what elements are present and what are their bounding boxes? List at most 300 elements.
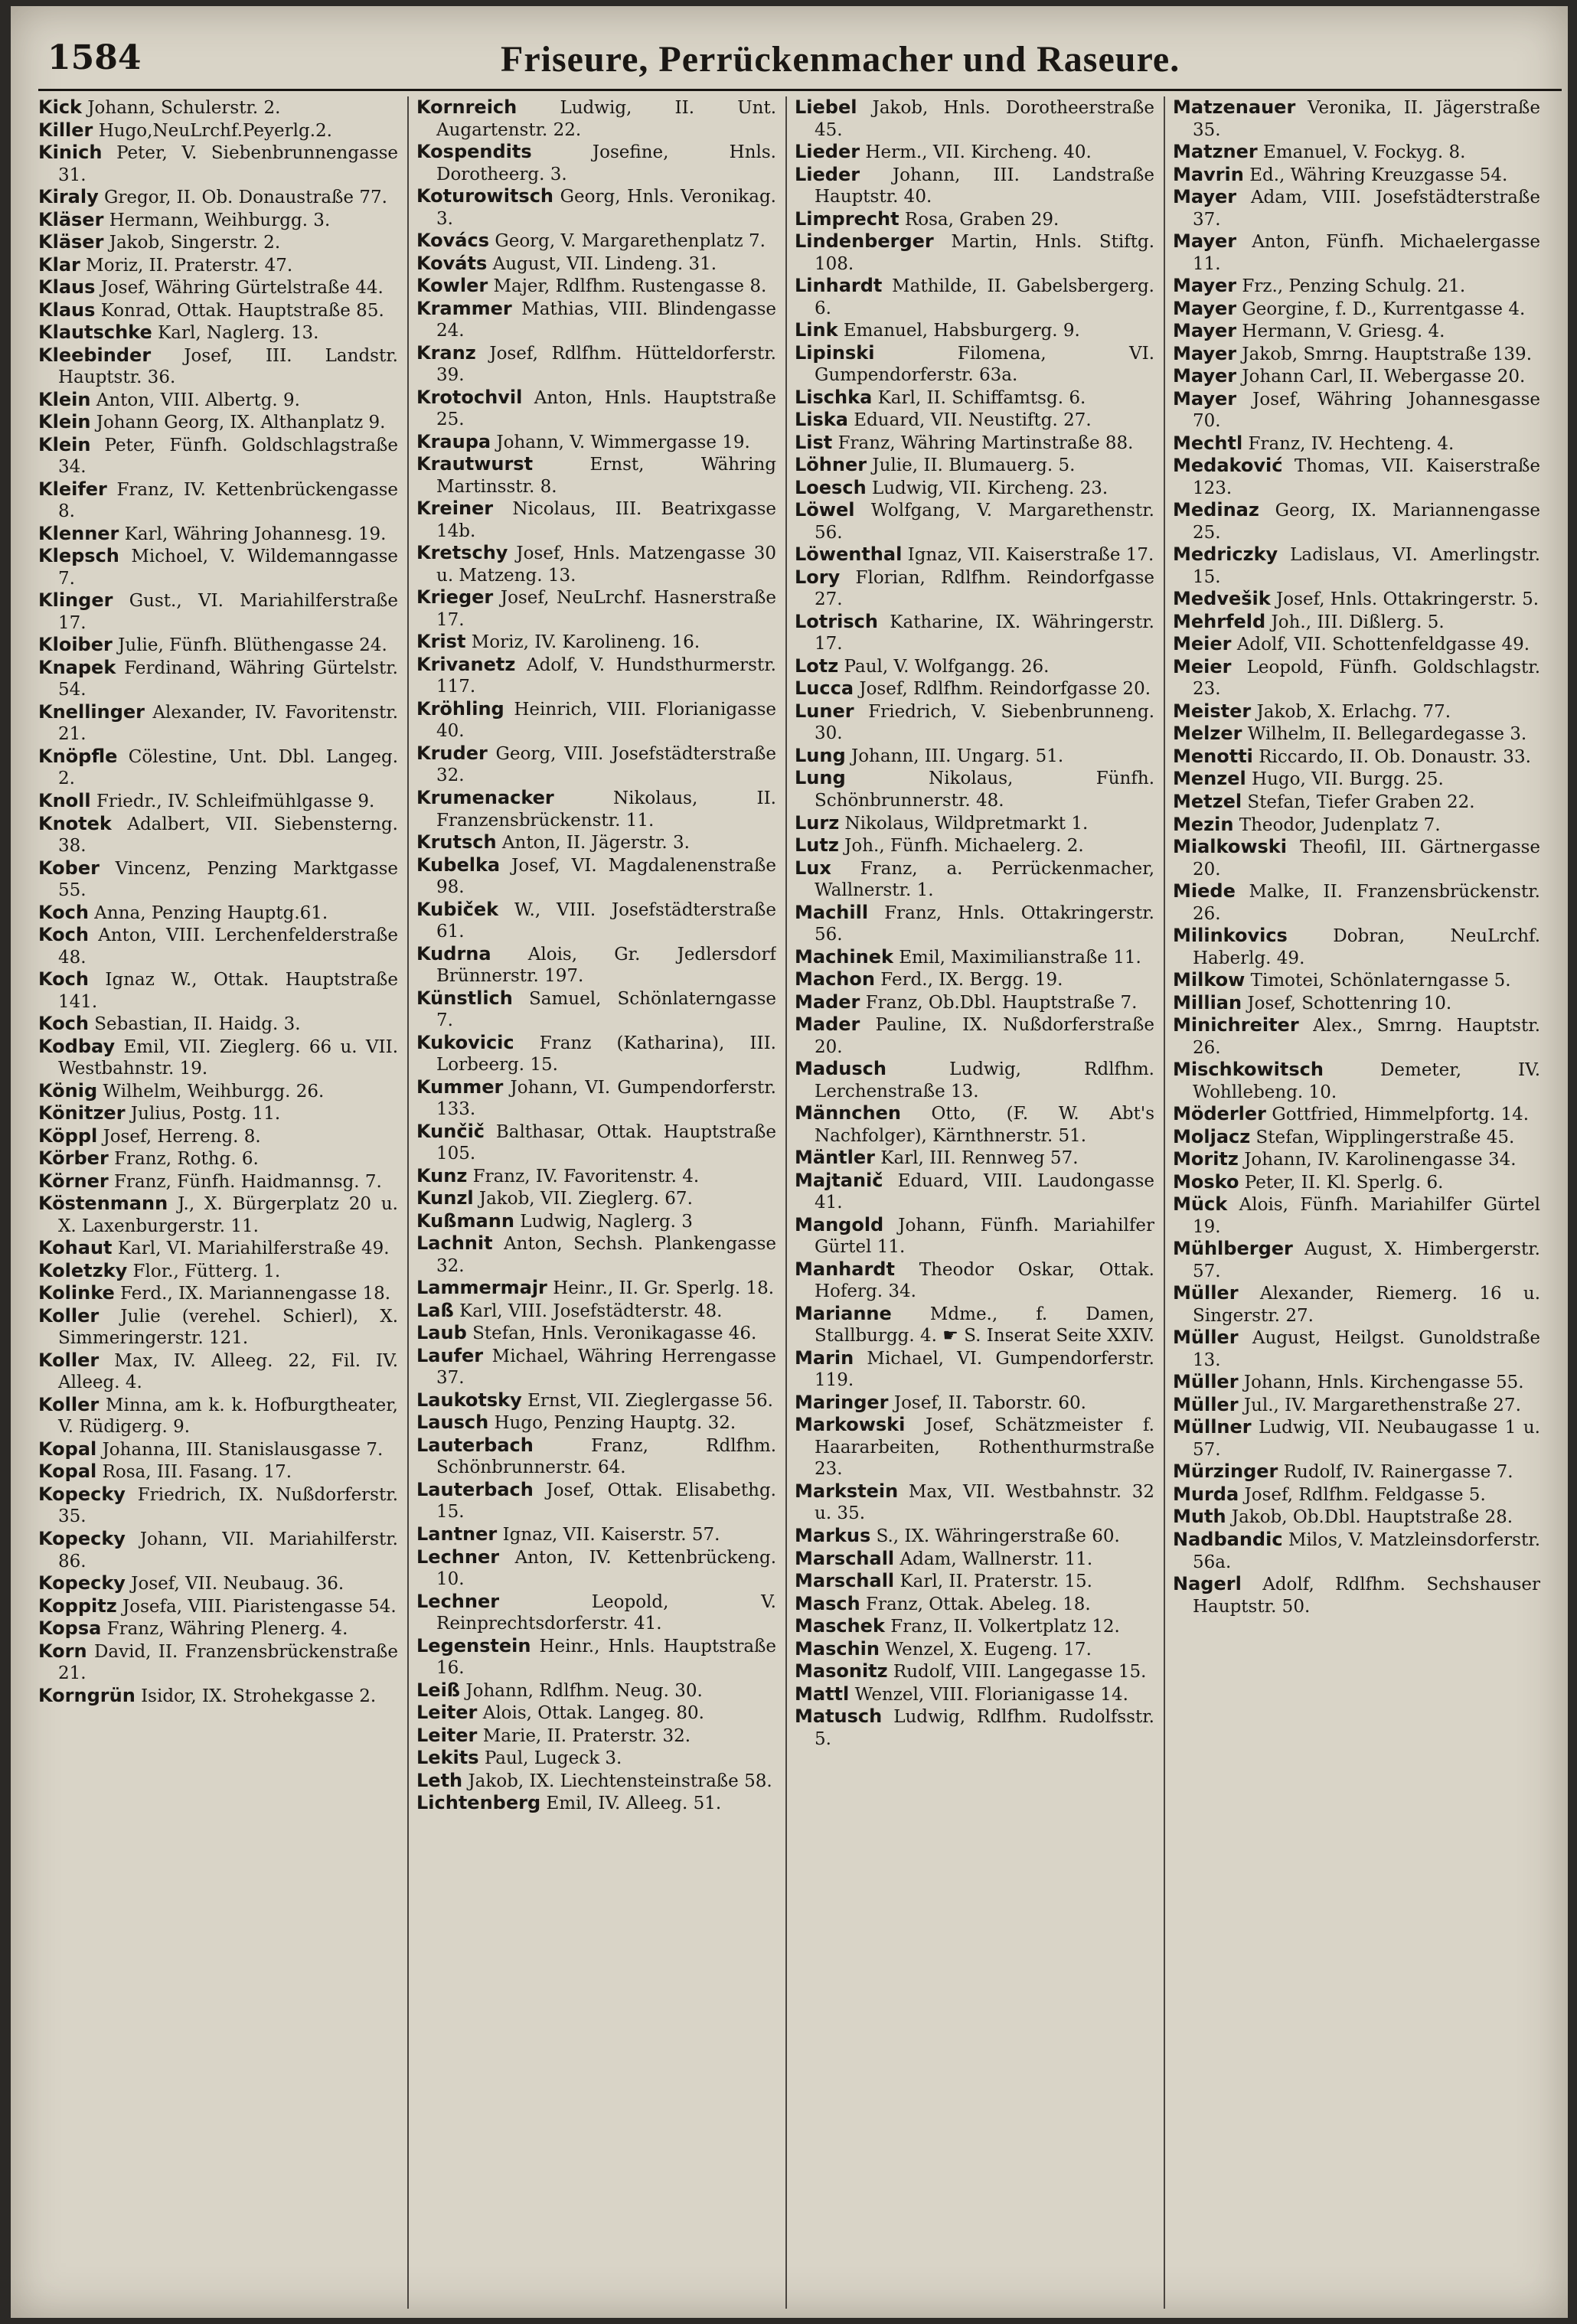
directory-entry	[416, 854, 776, 899]
entry-details: Franz, II. Volkertplatz 12.	[890, 1617, 1120, 1637]
directory-entry	[416, 1345, 776, 1389]
entry-details: Anton, VIII. Lerchenfelderstraße 48.	[58, 925, 398, 968]
entry-details: Ignaz, VII. Kaiserstraße 17.	[907, 545, 1154, 566]
directory-entry	[1173, 1327, 1540, 1371]
entry-surname: Klein	[38, 411, 91, 433]
directory-entry	[38, 968, 398, 1013]
directory-entry	[795, 1214, 1154, 1258]
directory-entry	[416, 654, 776, 698]
entry-surname: Mäntler	[795, 1147, 875, 1169]
directory-entry	[1173, 836, 1540, 880]
entry-details: Josef, III. Landstr. Hauptstr. 36.	[58, 345, 398, 388]
entry-details: W., VIII. Josefstädterstraße 61.	[436, 899, 776, 942]
entry-surname: Löwenthal	[795, 543, 903, 566]
entry-details: Emil, Maximilianstraße 11.	[899, 947, 1141, 968]
entry-details: Joh., Fünfh. Michaelerg. 2.	[844, 836, 1084, 857]
entry-details: Demeter, IV. Wohllebeng. 10.	[1193, 1060, 1540, 1102]
entry-surname: Medinaz	[1173, 499, 1259, 521]
entry-surname: Meier	[1173, 655, 1232, 677]
entry-surname: Lechner	[416, 1546, 500, 1568]
entry-details: Franz, Ottak. Abeleg. 18.	[866, 1594, 1091, 1614]
entry-surname: Moritz	[1173, 1148, 1239, 1170]
entry-details: Josefine, Hnls. Dorotheerg. 3.	[436, 142, 776, 184]
entry-details: Paul, V. Wolfgangg. 26.	[844, 656, 1050, 677]
directory-entry	[1173, 768, 1540, 791]
directory-entry	[795, 991, 1154, 1014]
entry-details: Josef, Schottenring 10.	[1247, 993, 1452, 1013]
entry-surname: Kukovicic	[416, 1031, 514, 1053]
directory-entry	[1173, 499, 1540, 543]
entry-details: Jul., IV. Margarethenstraße 27.	[1243, 1395, 1521, 1415]
directory-entry	[38, 186, 398, 209]
entry-details: Leopold, V. Reinprechtsdorferstr. 41.	[436, 1591, 776, 1634]
entry-surname: Legenstein	[416, 1634, 531, 1657]
entry-surname: Möderler	[1173, 1103, 1267, 1125]
directory-entry	[38, 1617, 398, 1640]
entry-surname: Lux	[795, 857, 831, 879]
directory-entry	[795, 543, 1154, 566]
directory-entry	[416, 899, 776, 943]
entry-surname: Mechtl	[1173, 432, 1243, 454]
entry-surname: Kolinke	[38, 1282, 115, 1304]
directory-entry	[38, 389, 398, 412]
entry-surname: Klein	[38, 433, 91, 455]
entry-details: Johann, Rdlfhm. Neug. 30.	[465, 1680, 703, 1701]
directory-entry	[795, 745, 1154, 768]
entry-details: Nikolaus, Fünfh. Schönbrunnerstr. 48.	[815, 769, 1154, 811]
entry-details: Theodor, Judenplatz 7.	[1239, 814, 1441, 835]
entry-surname: Mischkowitsch	[1173, 1059, 1324, 1081]
entry-details: Alois, Fünfh. Mariahilfer Gürtel 19.	[1193, 1195, 1540, 1237]
entry-surname: Koppitz	[38, 1594, 117, 1617]
directory-entry	[38, 1305, 398, 1350]
entry-surname: Lipinski	[795, 341, 875, 364]
entry-details: Wilhelm, II. Bellegardegasse 3.	[1247, 724, 1527, 745]
entry-surname: Kober	[38, 857, 100, 879]
directory-entry	[38, 657, 398, 701]
entry-details: Johann, V. Wimmergasse 19.	[496, 432, 750, 452]
entry-details: Josef, Währing Gürtelstraße 44.	[100, 278, 384, 299]
entry-details: Julie (verehel. Schierl), X. Simmeringerstr. 121.	[58, 1306, 398, 1349]
directory-entry	[1173, 791, 1540, 814]
entry-surname: Klenner	[38, 522, 119, 544]
directory-entry	[1173, 1461, 1540, 1484]
directory-entry	[38, 701, 398, 746]
directory-entry	[416, 1792, 776, 1815]
entry-details: Anton, IV. Kettenbrückeng. 10.	[436, 1547, 776, 1590]
entry-details: Emanuel, V. Fockyg. 8.	[1263, 142, 1466, 163]
entry-details: Josef, II. Taborstr. 60.	[893, 1392, 1086, 1413]
directory-entry	[416, 1435, 776, 1479]
directory-entry	[38, 813, 398, 857]
entry-surname: Korngrün	[38, 1684, 135, 1706]
directory-entry	[416, 1032, 776, 1076]
entry-surname: Mayer	[1173, 230, 1237, 253]
directory-entry	[795, 1392, 1154, 1415]
directory-entry	[795, 1170, 1154, 1214]
entry-surname: Klepsch	[38, 545, 119, 567]
directory-entry	[416, 787, 776, 831]
entry-details: Max, VII. Westbahnstr. 32 u. 35.	[815, 1481, 1154, 1524]
entry-details: Josef, NeuLrchf. Hasnerstraße 17.	[436, 588, 776, 630]
entry-surname: Minichreiter	[1173, 1014, 1299, 1036]
directory-entry	[416, 1770, 776, 1793]
entry-details: Karl, III. Rennweg 57.	[880, 1148, 1079, 1169]
directory-entry	[416, 743, 776, 787]
entry-surname: Koller	[38, 1349, 100, 1371]
entry-surname: Leiter	[416, 1724, 478, 1746]
directory-entry	[416, 1523, 776, 1546]
entry-details: Josef, Rdlfhm. Feldgasse 5.	[1244, 1484, 1486, 1505]
directory-entry	[1173, 1059, 1540, 1103]
directory-entry	[38, 1685, 398, 1708]
entry-details: Georg, Hnls. Veronikag. 3.	[436, 187, 776, 229]
entry-surname: Matusch	[795, 1705, 883, 1728]
entry-surname: Maschin	[795, 1637, 880, 1660]
entry-surname: Menzel	[1173, 768, 1246, 790]
entry-surname: Moljacz	[1173, 1125, 1251, 1147]
directory-entry	[1173, 746, 1540, 769]
directory-entry	[416, 387, 776, 431]
entry-surname: Klein	[38, 388, 91, 410]
entry-surname: Liska	[795, 409, 848, 431]
directory-entry	[38, 1013, 398, 1036]
directory-entry	[38, 523, 398, 546]
entry-surname: Koller	[38, 1393, 100, 1415]
entry-surname: Mavrin	[1173, 163, 1244, 185]
entry-details: Gregor, II. Ob. Donaustraße 77.	[104, 188, 387, 208]
directory-entry	[795, 1013, 1154, 1058]
directory-entry	[416, 1232, 776, 1277]
entry-details: Johann, III. Ungarg. 51.	[851, 746, 1064, 766]
directory-entry	[1173, 388, 1540, 432]
directory-entry	[38, 746, 398, 790]
entry-surname: Lausch	[416, 1412, 489, 1434]
directory-entry	[795, 1347, 1154, 1392]
entry-details: Flor., Fütterg. 1.	[132, 1261, 281, 1281]
entry-surname: Kowler	[416, 275, 488, 297]
entry-surname: Kläser	[38, 208, 104, 230]
directory-entry	[416, 1679, 776, 1702]
directory-entry	[795, 342, 1154, 387]
entry-details: Georg, V. Margarethenplatz 7.	[495, 231, 766, 252]
entry-details: Dobran, NeuLrchf. Haberlg. 49.	[1193, 926, 1540, 968]
entry-details: Johann Carl, II. Webergasse 20.	[1242, 367, 1526, 387]
entry-details: J., X. Bürgerplatz 20 u. X. Laxenburgerstr. 11.	[58, 1194, 398, 1236]
entry-details: Anton, Fünfh. Michaelergasse 11.	[1193, 232, 1540, 274]
entry-details: Jakob, VII. Zieglerg. 67.	[478, 1189, 693, 1209]
entry-details: Milos, V. Matzleinsdorferstr. 56a.	[1193, 1530, 1540, 1572]
entry-details: Wolfgang, V. Margarethenstr. 56.	[815, 501, 1154, 543]
entry-details: Peter, V. Siebenbrunnengasse 31.	[58, 143, 398, 185]
entry-surname: Körber	[38, 1147, 109, 1170]
entry-surname: Lieder	[795, 163, 860, 185]
directory-entry	[795, 611, 1154, 655]
directory-entry	[795, 1638, 1154, 1661]
entry-surname: Lantner	[416, 1523, 498, 1545]
directory-entry	[416, 698, 776, 743]
entry-surname: Muth	[1173, 1506, 1226, 1528]
entry-surname: Krist	[416, 631, 466, 653]
column-divider	[1164, 96, 1165, 2309]
entry-details: Katharine, IX. Währingerstr. 17.	[815, 612, 1154, 654]
entry-details: Franz, a. Perrückenmacher, Wallnerstr. 1.	[815, 858, 1154, 901]
entry-surname: Melzer	[1173, 723, 1242, 745]
directory-entry	[416, 1121, 776, 1165]
entry-details: Jakob, Singerstr. 2.	[109, 233, 281, 253]
entry-surname: Koturowitsch	[416, 185, 554, 207]
column-3	[795, 96, 1154, 2309]
entry-details: Franz, Rothg. 6.	[114, 1149, 259, 1170]
entry-surname: Körner	[38, 1170, 109, 1192]
entry-details: Rudolf, IV. Rainergasse 7.	[1283, 1462, 1513, 1483]
directory-entry	[416, 431, 776, 454]
entry-surname: Lory	[795, 566, 841, 588]
directory-entry	[795, 409, 1154, 432]
directory-entry	[1173, 320, 1540, 343]
directory-entry	[38, 1237, 398, 1260]
entry-surname: Mangold	[795, 1213, 884, 1235]
directory-entry	[38, 1260, 398, 1283]
directory-entry	[1173, 343, 1540, 366]
entry-surname: Medvešik	[1173, 588, 1271, 610]
entry-details: Ladislaus, VI. Amerlingstr. 15.	[1193, 545, 1540, 587]
entry-surname: Kudrna	[416, 942, 491, 965]
entry-surname: Klar	[38, 253, 80, 276]
entry-surname: Mayer	[1173, 186, 1237, 208]
entry-details: Adam, Wallnerstr. 11.	[900, 1549, 1093, 1569]
entry-surname: Kopecky	[38, 1572, 126, 1594]
entry-surname: Kovács	[416, 230, 490, 252]
directory-entry	[795, 968, 1154, 991]
entry-details: Ferd., IX. Mariannengasse 18.	[120, 1284, 391, 1304]
entry-details: Rosa, Graben 29.	[904, 209, 1059, 230]
entry-surname: Mosko	[1173, 1170, 1239, 1193]
directory-entry	[795, 1593, 1154, 1616]
entry-details: Julie, II. Blumauerg. 5.	[872, 455, 1076, 476]
directory-entry	[1173, 1148, 1540, 1171]
directory-entry	[1173, 814, 1540, 837]
entry-details: Jakob, Ob.Dbl. Hauptstraße 28.	[1231, 1507, 1513, 1528]
entry-details: Anton, Sechsh. Plankengasse 32.	[436, 1234, 776, 1276]
directory-entry	[38, 119, 398, 142]
entry-surname: Medaković	[1173, 455, 1283, 477]
entry-details: Josef, Hnls. Ottakringerstr. 5.	[1276, 589, 1539, 610]
entry-details: Ludwig, II. Unt. Augartenstr. 22.	[436, 98, 776, 140]
entry-surname: Krivanetz	[416, 653, 516, 675]
entry-details: Josefa, VIII. Piaristengasse 54.	[122, 1596, 397, 1617]
entry-details: Majer, Rdlfhm. Rustengasse 8.	[493, 276, 767, 297]
entry-surname: Klinger	[38, 589, 113, 612]
directory-entry	[1173, 164, 1540, 187]
entry-details: Stefan, Tiefer Graben 22.	[1247, 792, 1475, 812]
entry-details: Moriz, II. Praterstr. 47.	[86, 255, 293, 276]
entry-surname: Manhardt	[795, 1258, 895, 1280]
entry-details: Karl, Naglerg. 13.	[158, 323, 319, 344]
entry-details: Veronika, II. Jägerstraße 35.	[1193, 98, 1540, 140]
entry-surname: Mühlberger	[1173, 1238, 1293, 1260]
entry-details: Johann, III. Landstraße Hauptstr. 40.	[815, 165, 1154, 207]
directory-entry	[795, 499, 1154, 543]
directory-entry	[795, 1525, 1154, 1548]
entry-details: Adolf, VII. Schottenfeldgasse 49.	[1236, 635, 1530, 655]
entry-details: Hugo, VII. Burgg. 25.	[1252, 769, 1444, 790]
entry-details: Hermann, Weihburgg. 3.	[109, 210, 331, 230]
entry-details: Stefan, Hnls. Veronikagasse 46.	[472, 1324, 757, 1344]
entry-surname: Knöpfle	[38, 745, 118, 767]
directory-entry	[795, 1480, 1154, 1525]
directory-entry	[795, 857, 1154, 902]
entry-surname: Matzenauer	[1173, 96, 1296, 118]
entry-details: Frz., Penzing Schulg. 21.	[1242, 276, 1466, 297]
entry-surname: Löhner	[795, 454, 867, 476]
entry-details: August, Heilgst. Gunoldstraße 13.	[1193, 1328, 1540, 1370]
directory-entry	[795, 812, 1154, 835]
directory-entry	[416, 1635, 776, 1679]
directory-entry	[1173, 96, 1540, 141]
entry-surname: Lischka	[795, 386, 873, 408]
entry-details: Franz, Ob.Dbl. Hauptstraße 7.	[865, 992, 1138, 1013]
entry-surname: Könitzer	[38, 1102, 126, 1124]
directory-entry	[38, 1438, 398, 1461]
directory-entry	[38, 902, 398, 925]
entry-surname: Kopecky	[38, 1528, 126, 1549]
entry-details: Jakob, Smrng. Hauptstraße 139.	[1242, 344, 1533, 364]
entry-details: Timotei, Schönlaterngasse 5.	[1250, 971, 1511, 991]
entry-surname: Lachnit	[416, 1232, 493, 1255]
directory-entry	[795, 208, 1154, 231]
directory-entry	[416, 542, 776, 586]
entry-details: Leopold, Fünfh. Goldschlagstr. 23.	[1193, 657, 1540, 700]
entry-surname: Lichtenberg	[416, 1792, 541, 1814]
directory-entry	[795, 767, 1154, 811]
entry-details: Max, IV. Alleeg. 22, Fil. IV. Alleeg. 4.	[58, 1350, 398, 1393]
entry-details: Mathias, VIII. Blindengasse 24.	[436, 299, 776, 341]
entry-details: Nicolaus, III. Beatrixgasse 14b.	[436, 499, 776, 541]
entry-surname: Kohaut	[38, 1237, 113, 1259]
entry-surname: Lung	[795, 767, 846, 789]
entry-surname: Kodbay	[38, 1035, 116, 1057]
entry-surname: Kopal	[38, 1461, 97, 1483]
directory-entry	[795, 1570, 1154, 1593]
directory-entry	[1173, 969, 1540, 992]
directory-entry	[1173, 588, 1540, 611]
entry-surname: Marianne	[795, 1302, 892, 1324]
entry-surname: Liebel	[795, 96, 857, 118]
header-rule	[38, 89, 1562, 91]
directory-entry	[795, 319, 1154, 342]
directory-entry	[38, 1595, 398, 1618]
entry-details: Hugo, Penzing Hauptg. 32.	[494, 1413, 736, 1434]
entry-surname: Kick	[38, 96, 83, 118]
entry-details: Franz, IV. Favoritenstr. 4.	[472, 1166, 700, 1186]
entry-details: Karl, Währing Johannesg. 19.	[124, 524, 387, 544]
directory-entry	[416, 1076, 776, 1121]
entry-details: Minna, am k. k. Hofburgtheater, V. Rüdigerg. 9.	[58, 1395, 398, 1438]
entry-details: August, VII. Lindeng. 31.	[492, 253, 717, 274]
entry-surname: Kraupa	[416, 430, 491, 452]
entry-surname: Mialkowski	[1173, 836, 1287, 858]
entry-surname: Milinkovics	[1173, 925, 1288, 947]
entry-details: Anton, II. Jägerstr. 3.	[501, 833, 690, 854]
entry-details: Josef, Hnls. Matzengasse 30 u. Matzeng. 13.	[436, 543, 776, 586]
entry-surname: Mayer	[1173, 320, 1237, 342]
entry-surname: Machon	[795, 968, 875, 991]
entry-details: Eduard, VIII. Laudongasse 41.	[815, 1170, 1154, 1213]
directory-entry	[1173, 1506, 1540, 1529]
directory-entry	[38, 1193, 398, 1237]
entry-details: Marie, II. Praterstr. 32.	[482, 1725, 691, 1746]
entry-details: Wenzel, X. Eugeng. 17.	[885, 1639, 1092, 1660]
entry-details: Herm., VII. Kircheng. 40.	[865, 142, 1092, 163]
directory-entry	[416, 1210, 776, 1233]
entry-surname: Laub	[416, 1322, 467, 1344]
entry-surname: Kinich	[38, 142, 103, 164]
entry-surname: Müller	[1173, 1327, 1239, 1349]
directory-entry	[795, 566, 1154, 611]
entry-details: Johann, Fünfh. Mariahilfer Gürtel 11.	[815, 1215, 1154, 1258]
directory-entry	[416, 987, 776, 1032]
entry-surname: Markowski	[795, 1414, 906, 1436]
entry-surname: Koletzky	[38, 1259, 128, 1281]
entry-details: Karl, II. Praterstr. 15.	[900, 1572, 1092, 1592]
entry-details: Theodor Oskar, Ottak. Hoferg. 34.	[815, 1259, 1154, 1302]
entry-surname: Krumenacker	[416, 786, 554, 808]
entry-details: Nikolaus, II. Franzensbrückenstr. 11.	[436, 788, 776, 831]
entry-surname: Krutsch	[416, 831, 497, 854]
entry-surname: König	[38, 1079, 98, 1102]
entry-surname: Müller	[1173, 1393, 1239, 1415]
entry-details: Vincenz, Penzing Marktgasse 55.	[58, 858, 398, 901]
entry-surname: Korn	[38, 1640, 87, 1662]
directory-entry	[416, 96, 776, 141]
entry-details: Josef, VII. Neubaug. 36.	[131, 1574, 344, 1594]
entry-surname: Masonitz	[795, 1660, 888, 1683]
entry-details: Julie, Fünfh. Blüthengasse 24.	[118, 635, 387, 656]
entry-details: Wilhelm, Weihburgg. 26.	[103, 1081, 325, 1102]
entry-surname: Kleifer	[38, 478, 107, 500]
directory-entry	[1173, 1416, 1540, 1461]
entry-details: Alexander, Riemerg. 16 u. Singerstr. 27.	[1193, 1284, 1540, 1326]
entry-details: Thomas, VII. Kaiserstraße 123.	[1193, 456, 1540, 498]
directory-entry	[38, 1484, 398, 1528]
entry-details: Ernst, VII. Zieglergasse 56.	[527, 1390, 773, 1411]
entry-surname: Lucca	[795, 677, 854, 700]
directory-entry	[795, 655, 1154, 678]
entry-surname: Mayer	[1173, 365, 1237, 387]
entry-surname: Metzel	[1173, 790, 1242, 812]
directory-entry	[795, 946, 1154, 969]
directory-entry	[795, 432, 1154, 455]
entry-surname: Kopecky	[38, 1483, 126, 1505]
directory-entry	[795, 1058, 1154, 1102]
entry-details: Johann, IV. Karolinengasse 34.	[1244, 1150, 1517, 1170]
entry-surname: Luner	[795, 700, 854, 722]
entry-details: Franz, IV. Hechteng. 4.	[1248, 433, 1455, 454]
entry-details: Alexander, IV. Favoritenstr. 21.	[58, 702, 398, 745]
directory-entry	[416, 1300, 776, 1323]
directory-entry	[1173, 1103, 1540, 1126]
entry-surname: Krammer	[416, 297, 512, 319]
entry-details: Friedrich, V. Siebenbrunneng. 30.	[815, 701, 1154, 744]
directory-entry	[795, 1258, 1154, 1303]
entry-details: Peter, II. Kl. Sperlg. 6.	[1244, 1172, 1444, 1193]
entry-surname: Mehrfeld	[1173, 610, 1266, 632]
directory-entry	[416, 1591, 776, 1635]
entry-details: Rosa, III. Fasang. 17.	[102, 1462, 292, 1483]
entry-surname: Kretschy	[416, 542, 508, 564]
directory-entry	[38, 1125, 398, 1148]
